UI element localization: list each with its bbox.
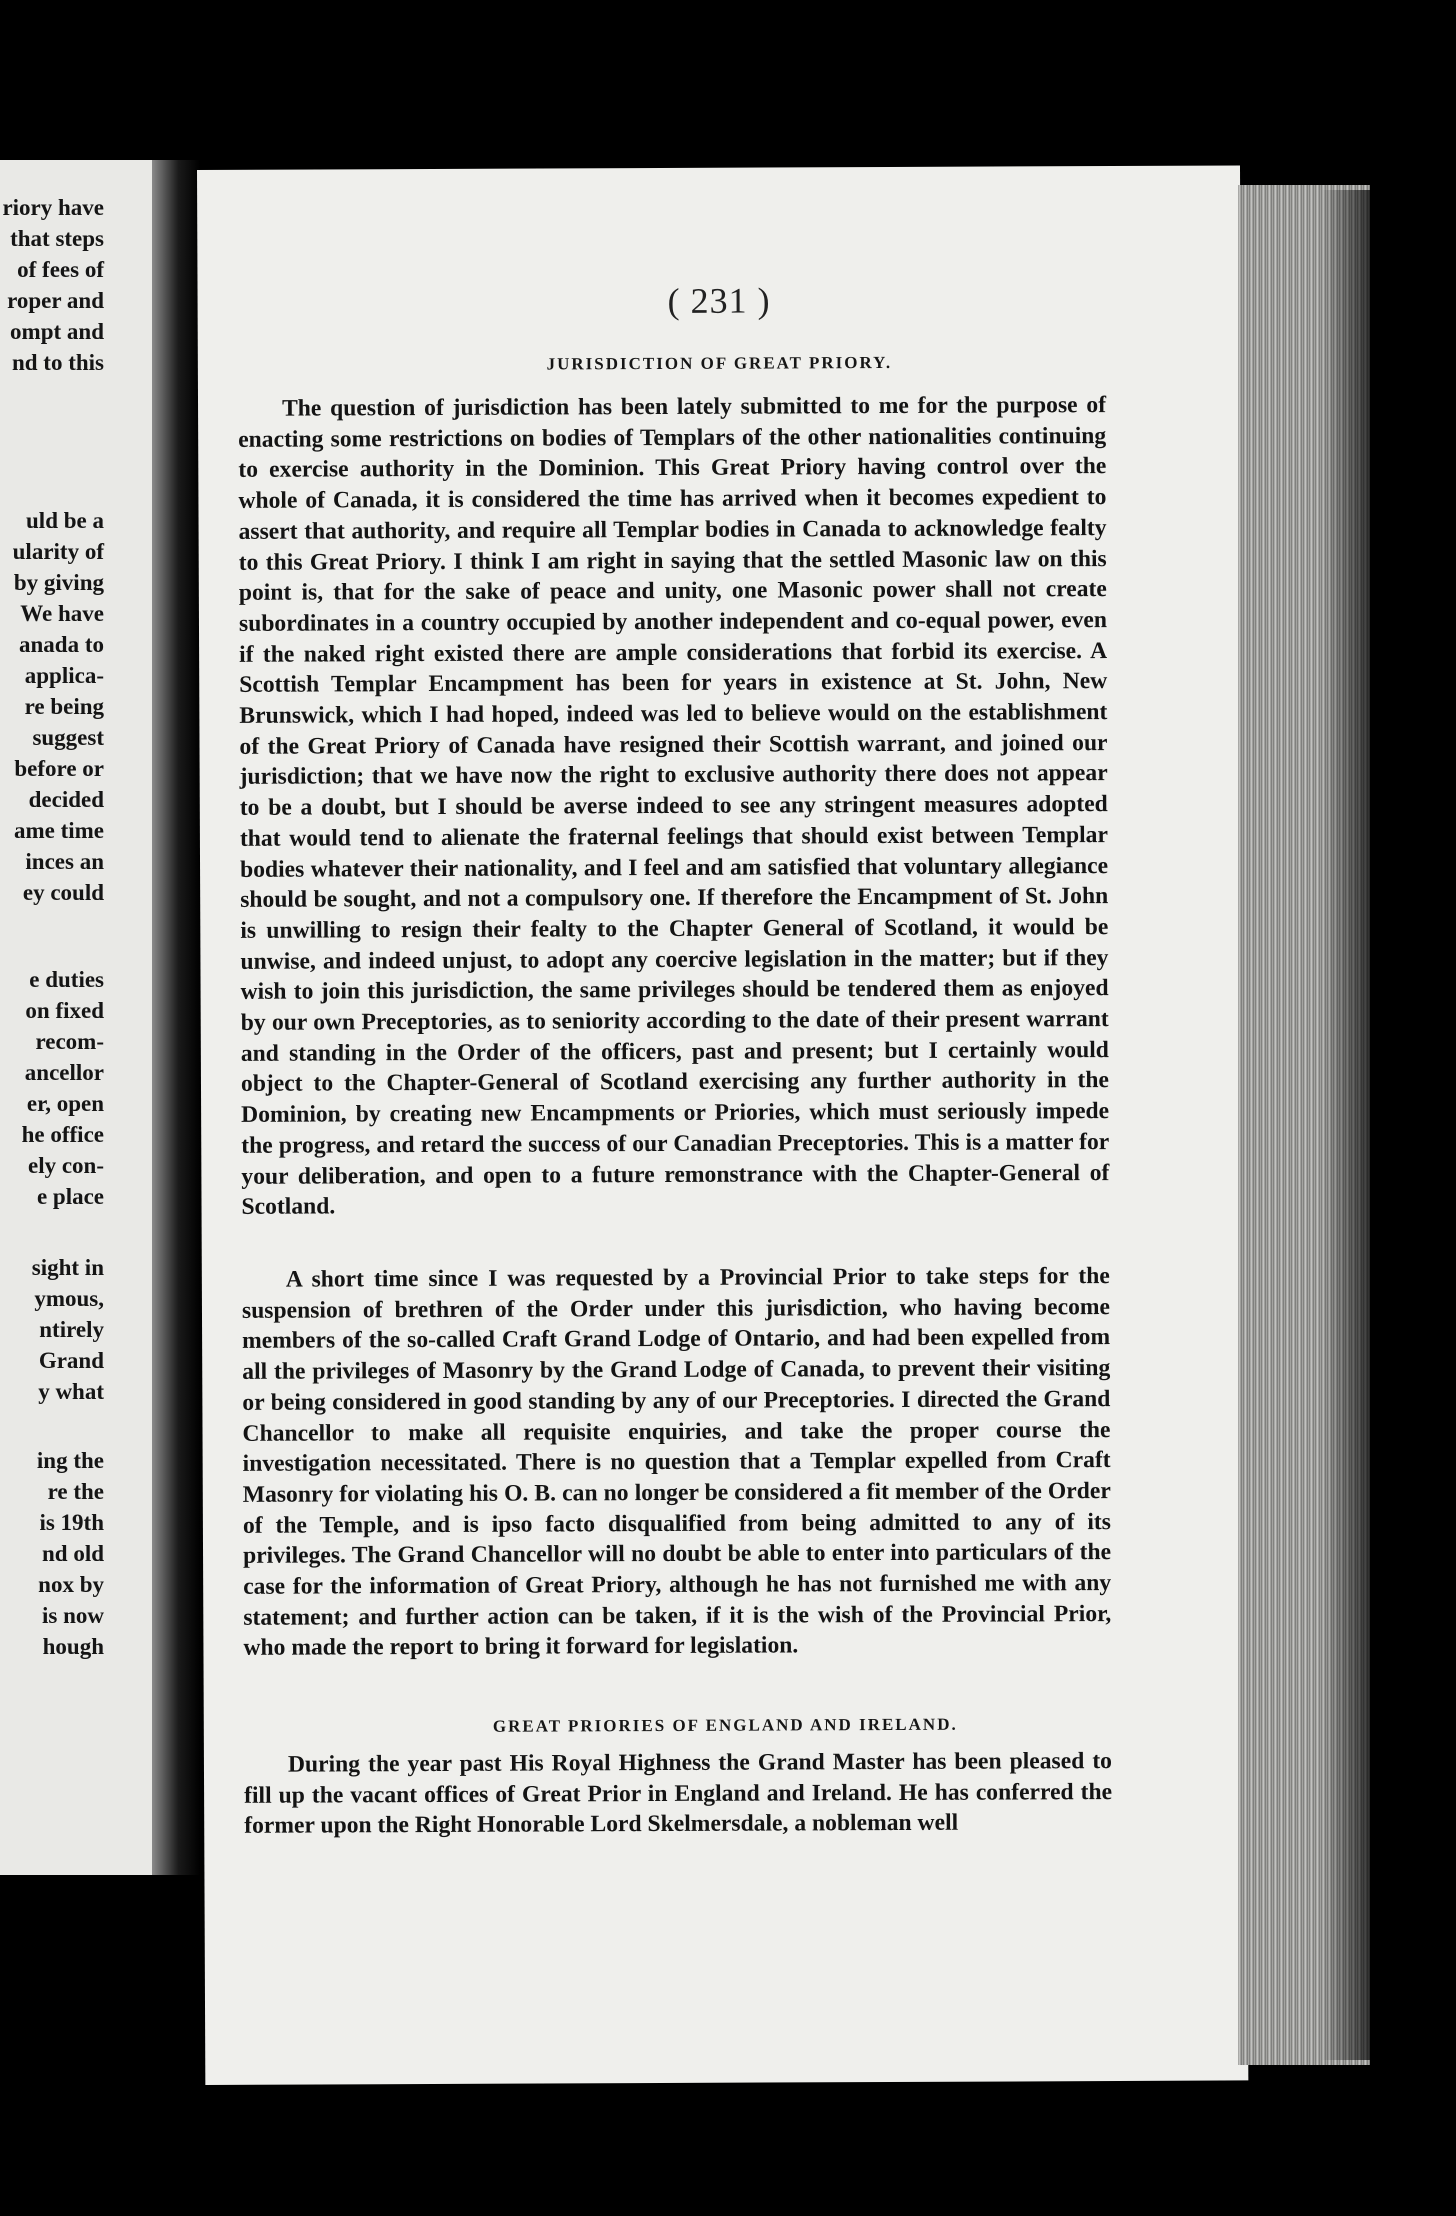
facing-page-line: ing the	[36, 1448, 104, 1473]
facing-page-line: uld be a	[26, 508, 104, 533]
facing-page-line: roper and	[7, 288, 104, 313]
facing-page-line: sight in	[31, 1255, 104, 1280]
section-heading-great-priories: GREAT PRIORIES OF ENGLAND AND IRELAND.	[492, 1714, 958, 1736]
section-heading-jurisdiction: JURISDICTION OF GREAT PRIORY.	[546, 352, 893, 374]
paragraph-jurisdiction: The question of jurisdiction has been lately submitted to me for the purpose of enacting some restrictions on bodies of Templars of the other nationalities continuing to exercise authority in the Dominion. This Great Priory having control over the whole of Canada, it is considered the time has arrived when it becomes expedient to assert that authority, and require all Templar bodies in Canada to acknowledge fealty to this Great Priory. I think I am right in saying that the settled Masonic law on this point is, that for the sake of peace and unity, one Masonic power shall not create subordinates in a country occupied by another independent and co-equal power, even if the naked right existed there are ample considerations that forbid its exercise. A Scottish Templar Encampment has been for years in existence at St. John, New Brunswick, which I had hoped, indeed was led to believe would on the establishment of the Great Priory of Canada have resigned their Scottish warrant, and joined our jurisdiction; that we have now the right to exclusive authority there does not appear to be a doubt, but I should be averse indeed to see any stringent measures adopted that would tend to alienate the fraternal feelings that should exist between Templar bodies whatever their nationality, and I feel and am satisfied that voluntary allegiance should be sought, and not a compulsory one. If therefore the Encampment of St. John is unwilling to resign their fealty to the Chapter General of Scotland, it would be unwise, and indeed unjust, to adopt any coercive legislation in the matter; but if they wish to join this jurisdiction, the same privileges should be tendered them as enjoyed by our own Preceptories, as to seniority according to the date of their present warrant and standing in the Order of the officers, past and present; but I certainly would object to the Chapter-General of Scotland exercising any further authority in the Dominion, by creating new Encampments or Priories, which must seriously impede the progress, and retard the success of our Canadian Preceptories. This is a matter for your deliberation, and open to a future remonstrance with the Chapter-General of Scotland.	[238, 392, 1110, 1221]
facing-page-line: Grand	[38, 1348, 104, 1373]
facing-page-line: re the	[47, 1479, 104, 1504]
facing-page-line: nox by	[38, 1572, 104, 1597]
facing-page-line: before or	[14, 756, 104, 781]
facing-page-line: of fees of	[17, 257, 104, 282]
facing-page-line: suggest	[32, 725, 104, 750]
facing-page-line: is 19th	[39, 1510, 104, 1535]
book-gutter	[152, 160, 200, 1875]
book-page	[197, 165, 1248, 2085]
facing-page-line: ymous,	[34, 1286, 104, 1311]
facing-page-line: ancellor	[24, 1060, 104, 1085]
facing-page-line: We have	[20, 601, 104, 626]
facing-page-line: ey could	[22, 880, 104, 905]
facing-page-line: nd to this	[11, 350, 104, 375]
facing-page-line: that steps	[10, 226, 104, 251]
facing-page-line: inces an	[25, 849, 104, 874]
facing-page-line: ularity of	[12, 539, 104, 564]
facing-page-line: is now	[42, 1603, 104, 1628]
facing-page-line: y what	[38, 1379, 104, 1404]
facing-page-line: anada to	[19, 632, 104, 657]
page-number: ( 231 )	[667, 280, 771, 321]
facing-page	[0, 160, 172, 1875]
facing-page-line: ely con-	[27, 1153, 104, 1178]
facing-page-line: by giving	[13, 570, 104, 595]
facing-page-line: nd old	[41, 1541, 104, 1566]
facing-page-line: e place	[36, 1184, 104, 1209]
paragraph-great-priories: During the year past His Royal Highness the Grand Master has been pleased to fill up the vacant offices of Great Prior in England and Ireland. He has conferred the former upon the Right Honorable Lord Skelmersdale, a nobleman well	[244, 1748, 1113, 1840]
facing-page-line: ompt and	[10, 319, 104, 344]
facing-page-line: on fixed	[25, 998, 104, 1023]
facing-page-line: e duties	[29, 967, 104, 992]
paragraph-suspension: A short time since I was requested by a Provincial Prior to take steps for the suspension of brethren of the Order under this jurisdiction, who having become members of the so-called Craft Grand Lodge of Ontario, and had been expelled from all the privileges of Masonry by the Grand Lodge of Canada, to prevent their visiting or being considered in good standing by any of our Preceptories. I directed the Grand Chancellor to make all requisite enquiries, and take the proper course the investigation necessitated. There is no question that a Templar expelled from Craft Masonry for violating his O. B. can no longer be considered a fit member of the Order of the Temple, and is ipso facto disqualified from being admitted to any of its privileges. The Grand Chancellor will no doubt be able to enter into particulars of the case for the information of Great Priory, although he has not furnished me with any statement; and further action can be taken, if it is the wish of the Provincial Prior, who made the report to bring it forward for legislation.	[241, 1263, 1112, 1662]
facing-page-line: hough	[42, 1634, 104, 1659]
facing-page-line: ntirely	[39, 1317, 104, 1342]
facing-page-line: er, open	[26, 1091, 104, 1116]
facing-page-line: applica-	[24, 663, 104, 688]
facing-page-line: re being	[24, 694, 104, 719]
page-edges-shadow	[1320, 190, 1370, 2060]
facing-page-line: riory have	[2, 195, 104, 220]
facing-page-line: ame time	[13, 818, 104, 843]
facing-page-line: he office	[21, 1122, 104, 1147]
facing-page-line: recom-	[35, 1029, 104, 1054]
facing-page-line: decided	[28, 787, 104, 812]
